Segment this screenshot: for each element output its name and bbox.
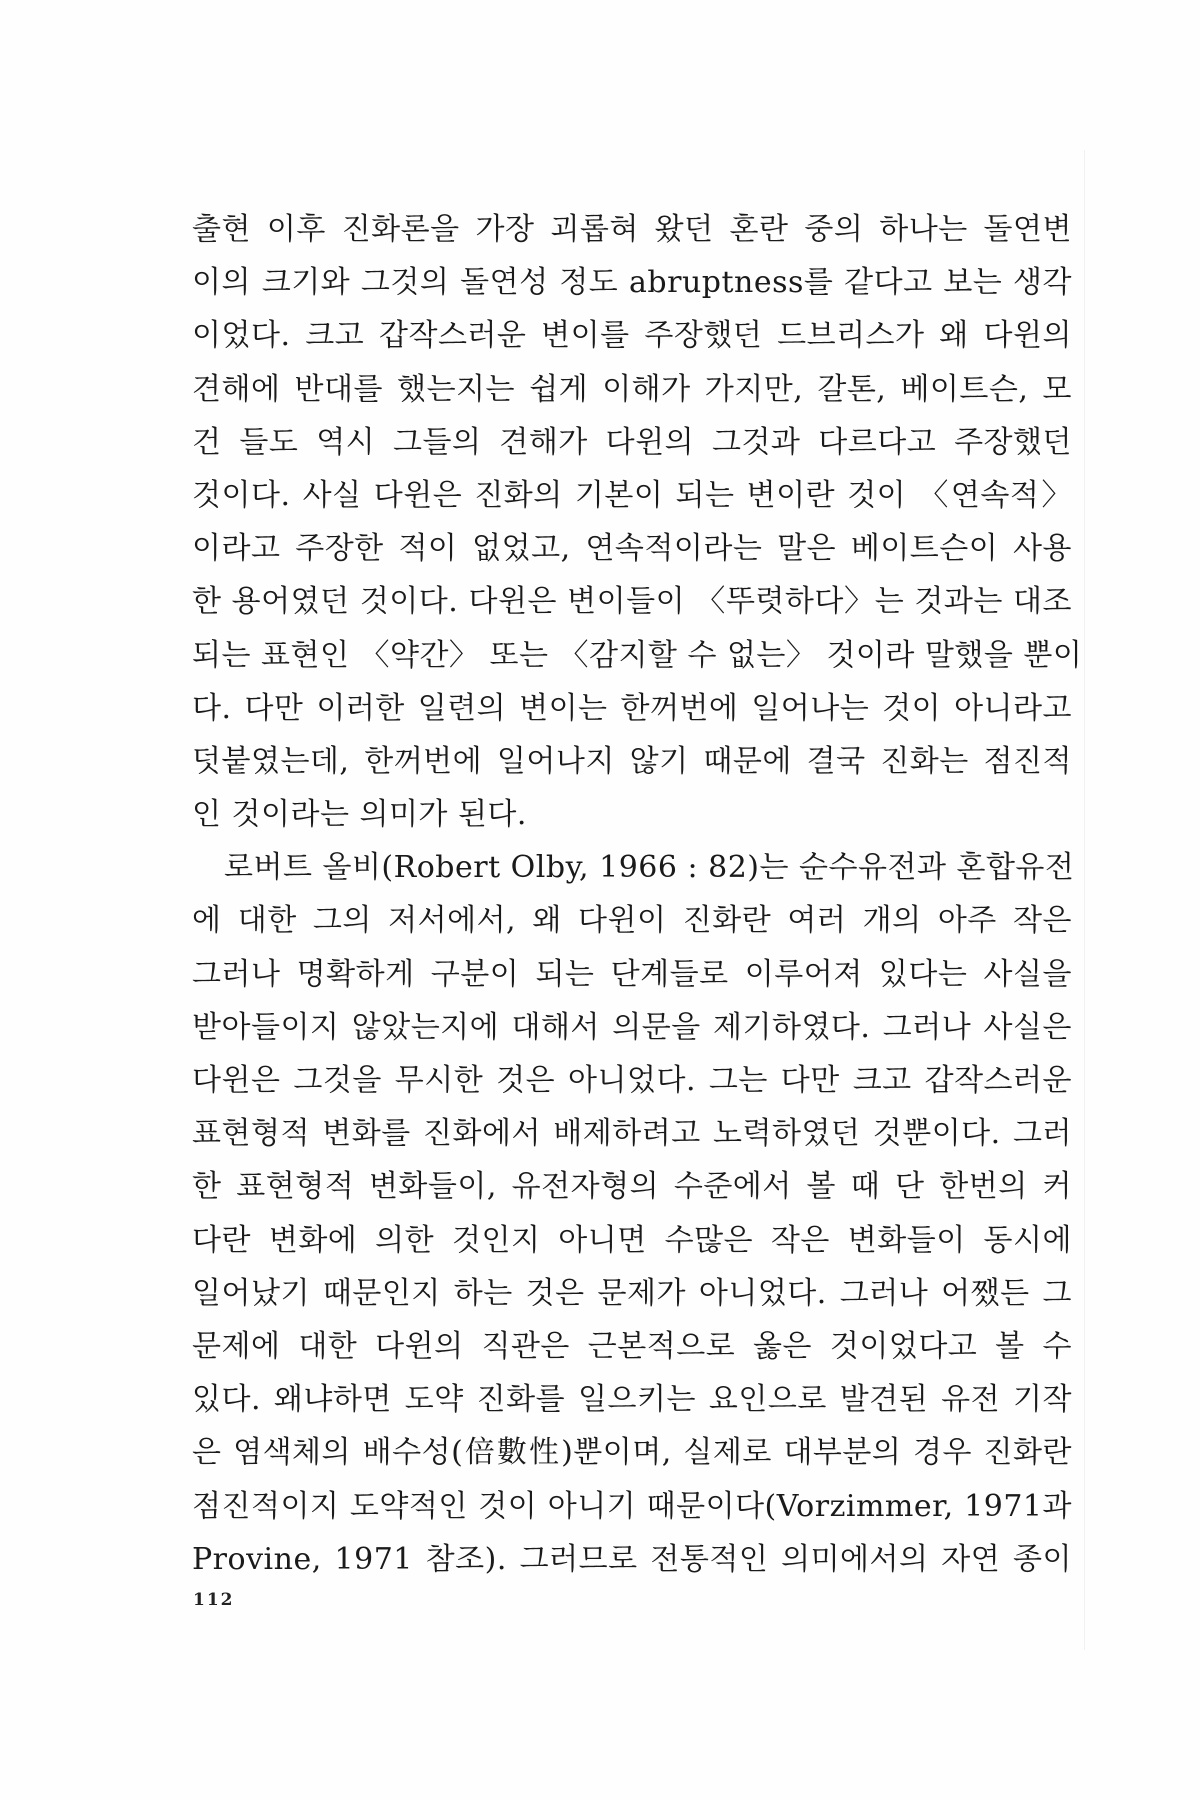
- body-text: [192, 203, 1083, 1586]
- text-line: 일어났기 때문인지 하는 것은 문제가 아니었다. 그러나 어쨌든 그: [192, 1275, 1072, 1311]
- text-line: 건 들도 역시 그들의 견해가 다윈의 그것과 다르다고 주장했던: [192, 424, 1072, 460]
- text-line: 이의 크기와 그것의 돌연성 정도 abruptness를 같다고 보는 생각: [192, 265, 1072, 301]
- text-line: 이라고 주장한 적이 없었고, 연속적이라는 말은 베이트슨이 사용: [192, 531, 1072, 567]
- text-line: Provine, 1971 참조). 그러므로 전통적인 의미에서의 자연 종이: [192, 1541, 1072, 1577]
- text-line: 있다. 왜냐하면 도약 진화를 일으키는 요인으로 발견된 유전 기작: [192, 1382, 1072, 1418]
- text-line: 것이다. 사실 다윈은 진화의 기본이 되는 변이란 것이 〈연속적〉: [192, 477, 1072, 513]
- page-number: 112: [193, 1590, 235, 1610]
- text-line: 덧붙였는데, 한꺼번에 일어나지 않기 때문에 결국 진화는 점진적: [192, 743, 1072, 779]
- text-line: 다란 변화에 의한 것인지 아니면 수많은 작은 변화들이 동시에: [192, 1222, 1072, 1258]
- text-line: 인 것이라는 의미가 된다.: [192, 797, 527, 833]
- paragraph-2: [192, 841, 1075, 1586]
- text-line: 출현 이후 진화론을 가장 괴롭혀 왔던 혼란 중의 하나는 돌연변: [192, 212, 1072, 247]
- text-line: 표현형적 변화를 진화에서 배제하려고 노력하였던 것뿐이다. 그러: [192, 1116, 1072, 1152]
- text-line: 견해에 반대를 했는지는 쉽게 이해가 가지만, 갈톤, 베이트슨, 모: [192, 371, 1072, 407]
- text-line: 다윈은 그것을 무시한 것은 아니었다. 그는 다만 크고 갑작스러운: [192, 1063, 1072, 1098]
- text-line: 한 표현형적 변화들이, 유전자형의 수준에서 볼 때 단 한번의 커: [192, 1169, 1072, 1205]
- text-line: 그러나 명확하게 구분이 되는 단계들로 이루어져 있다는 사실을: [192, 956, 1072, 992]
- text-line: 에 대한 그의 저서에서, 왜 다윈이 진화란 여러 개의 아주 작은: [192, 903, 1072, 939]
- text-line: 은 염색체의 배수성(倍數性)뿐이며, 실제로 대부분의 경우 진화란: [192, 1435, 1072, 1471]
- text-line: 받아들이지 않았는지에 대해서 의문을 제기하였다. 그러나 사실은: [192, 1009, 1072, 1045]
- text-line: 점진적이지 도약적인 것이 아니기 때문이다(Vorzimmer, 1971과: [192, 1488, 1072, 1524]
- text-line: 한 용어였던 것이다. 다윈은 변이들이 〈뚜렷하다〉는 것과는 대조: [192, 584, 1072, 620]
- text-line: 다. 다만 이러한 일련의 변이는 한꺼번에 일어나는 것이 아니라고: [192, 690, 1072, 726]
- text-line: 이었다. 크고 갑작스러운 변이를 주장했던 드브리스가 왜 다윈의: [192, 318, 1072, 354]
- page-edge: [1084, 150, 1085, 1650]
- text-line: 문제에 대한 다윈의 직관은 근본적으로 옳은 것이었다고 볼 수: [192, 1328, 1072, 1364]
- text-line: 로버트 올비(Robert Olby, 1966 : 82)는 순수유전과 혼합유전: [224, 850, 1075, 886]
- paragraph-1: [192, 203, 1083, 841]
- text-line: 되는 표현인 〈약간〉 또는 〈감지할 수 없는〉 것이라 말했을 뿐이: [192, 637, 1083, 673]
